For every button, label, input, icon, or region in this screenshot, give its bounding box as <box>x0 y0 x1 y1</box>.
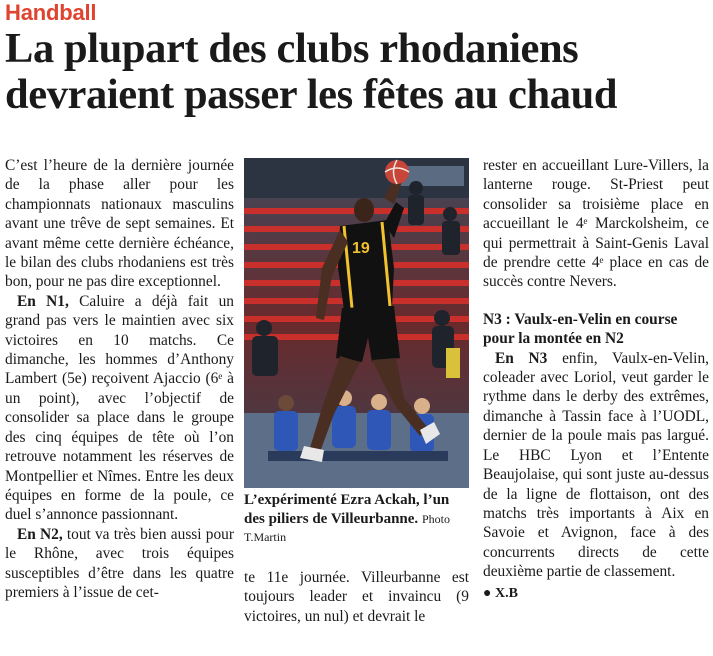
article-column-3 <box>483 156 709 603</box>
photo-credit: Photo T.Martin <box>244 511 450 545</box>
caption-text: L’expérimenté Ezra Ackah, l’un des piliers de Villeurbanne. <box>244 492 450 527</box>
paragraph-intro: C’est l’heure de la dernière journée de la phase aller pour les championnats nationaux masculins avant une trêve de sept semaines. Et avant même cette dernière échéance, le bilan des clubs rhodaniens est très bon, pour ne pas dire exceptionnel. <box>5 157 234 291</box>
lead-n1: En N1, <box>17 292 69 310</box>
paragraph-n3 <box>483 349 709 582</box>
article-column-2 <box>244 568 469 626</box>
lead-n2: En N2, <box>17 525 63 543</box>
paragraph-n1 <box>5 292 234 525</box>
lead-n3: En N3 <box>495 349 548 367</box>
jersey-number: 19 <box>352 240 370 257</box>
headline-line-2: devraient passer les fêtes au chaud <box>5 71 618 118</box>
article-photo <box>244 158 469 488</box>
paragraph-n2-text: tout va très bien aussi pour le Rhône, avec trois équipes susceptibles d’être dans les quatre premiers à l’issue de cet- <box>5 525 234 601</box>
paragraph-n2 <box>5 525 234 603</box>
author-byline: ● X.B <box>483 585 518 601</box>
handball-ball <box>385 160 409 184</box>
headline <box>5 26 711 118</box>
headline-line-1: La plupart des clubs rhodaniens <box>5 25 579 72</box>
paragraph-n3-text: enfin, Vaulx-en-Velin, coleader avec Loriol, veut garder le rythme dans le derby des extrêmes, dimanche à Tassin face à l’UODL, dernier de la poule mais pas largué. Le HBC Lyon et l’Entente Beaujolaise, qui sont juste au-dessus de la ligne de flottaison, ont des matchs très importants à Aix en Savoie et Avignon, face à des concurrents directs de cette deuxième partie de classement. <box>483 349 710 581</box>
subheading-n3: N3 : Vaulx-en-Velin en course pour la montée en N2 <box>483 310 678 348</box>
photo-caption <box>244 491 469 547</box>
paragraph-n1-text: Caluire a déjà fait un grand pas vers le maintien avec six victoires en 10 matchs. Ce dimanche, les hommes d’Anthony Lambert (5e) reçoivent Ajaccio (6ᵉ à un point), avec l’objectif de consolider sa place dans le groupe des cinq équipes de tête où l’on retrouve notamment les réserves de Montpellier et Nîmes. Entre les deux équipes en forme de la poule, ce duel s’annonce passionnant. <box>5 292 234 524</box>
section-kicker: Handball <box>5 0 97 25</box>
handball-player-illustration <box>244 158 469 488</box>
article-column-1 <box>5 156 234 602</box>
paragraph-n2-continued: rester en accueillant Lure-Villers, la lanterne rouge. St-Priest peut consolider sa troisième place en accueillant le 4ᵉ Marckolsheim, ce qui permettrait à Saint-Genis Laval de prendre cette 4ᵉ place en cas de succès contre Nevers. <box>483 157 709 291</box>
paragraph-continued: te 11e journée. Villeurbanne est toujours leader et invaincu (9 victoires, un nul) et devrait le <box>244 569 469 625</box>
